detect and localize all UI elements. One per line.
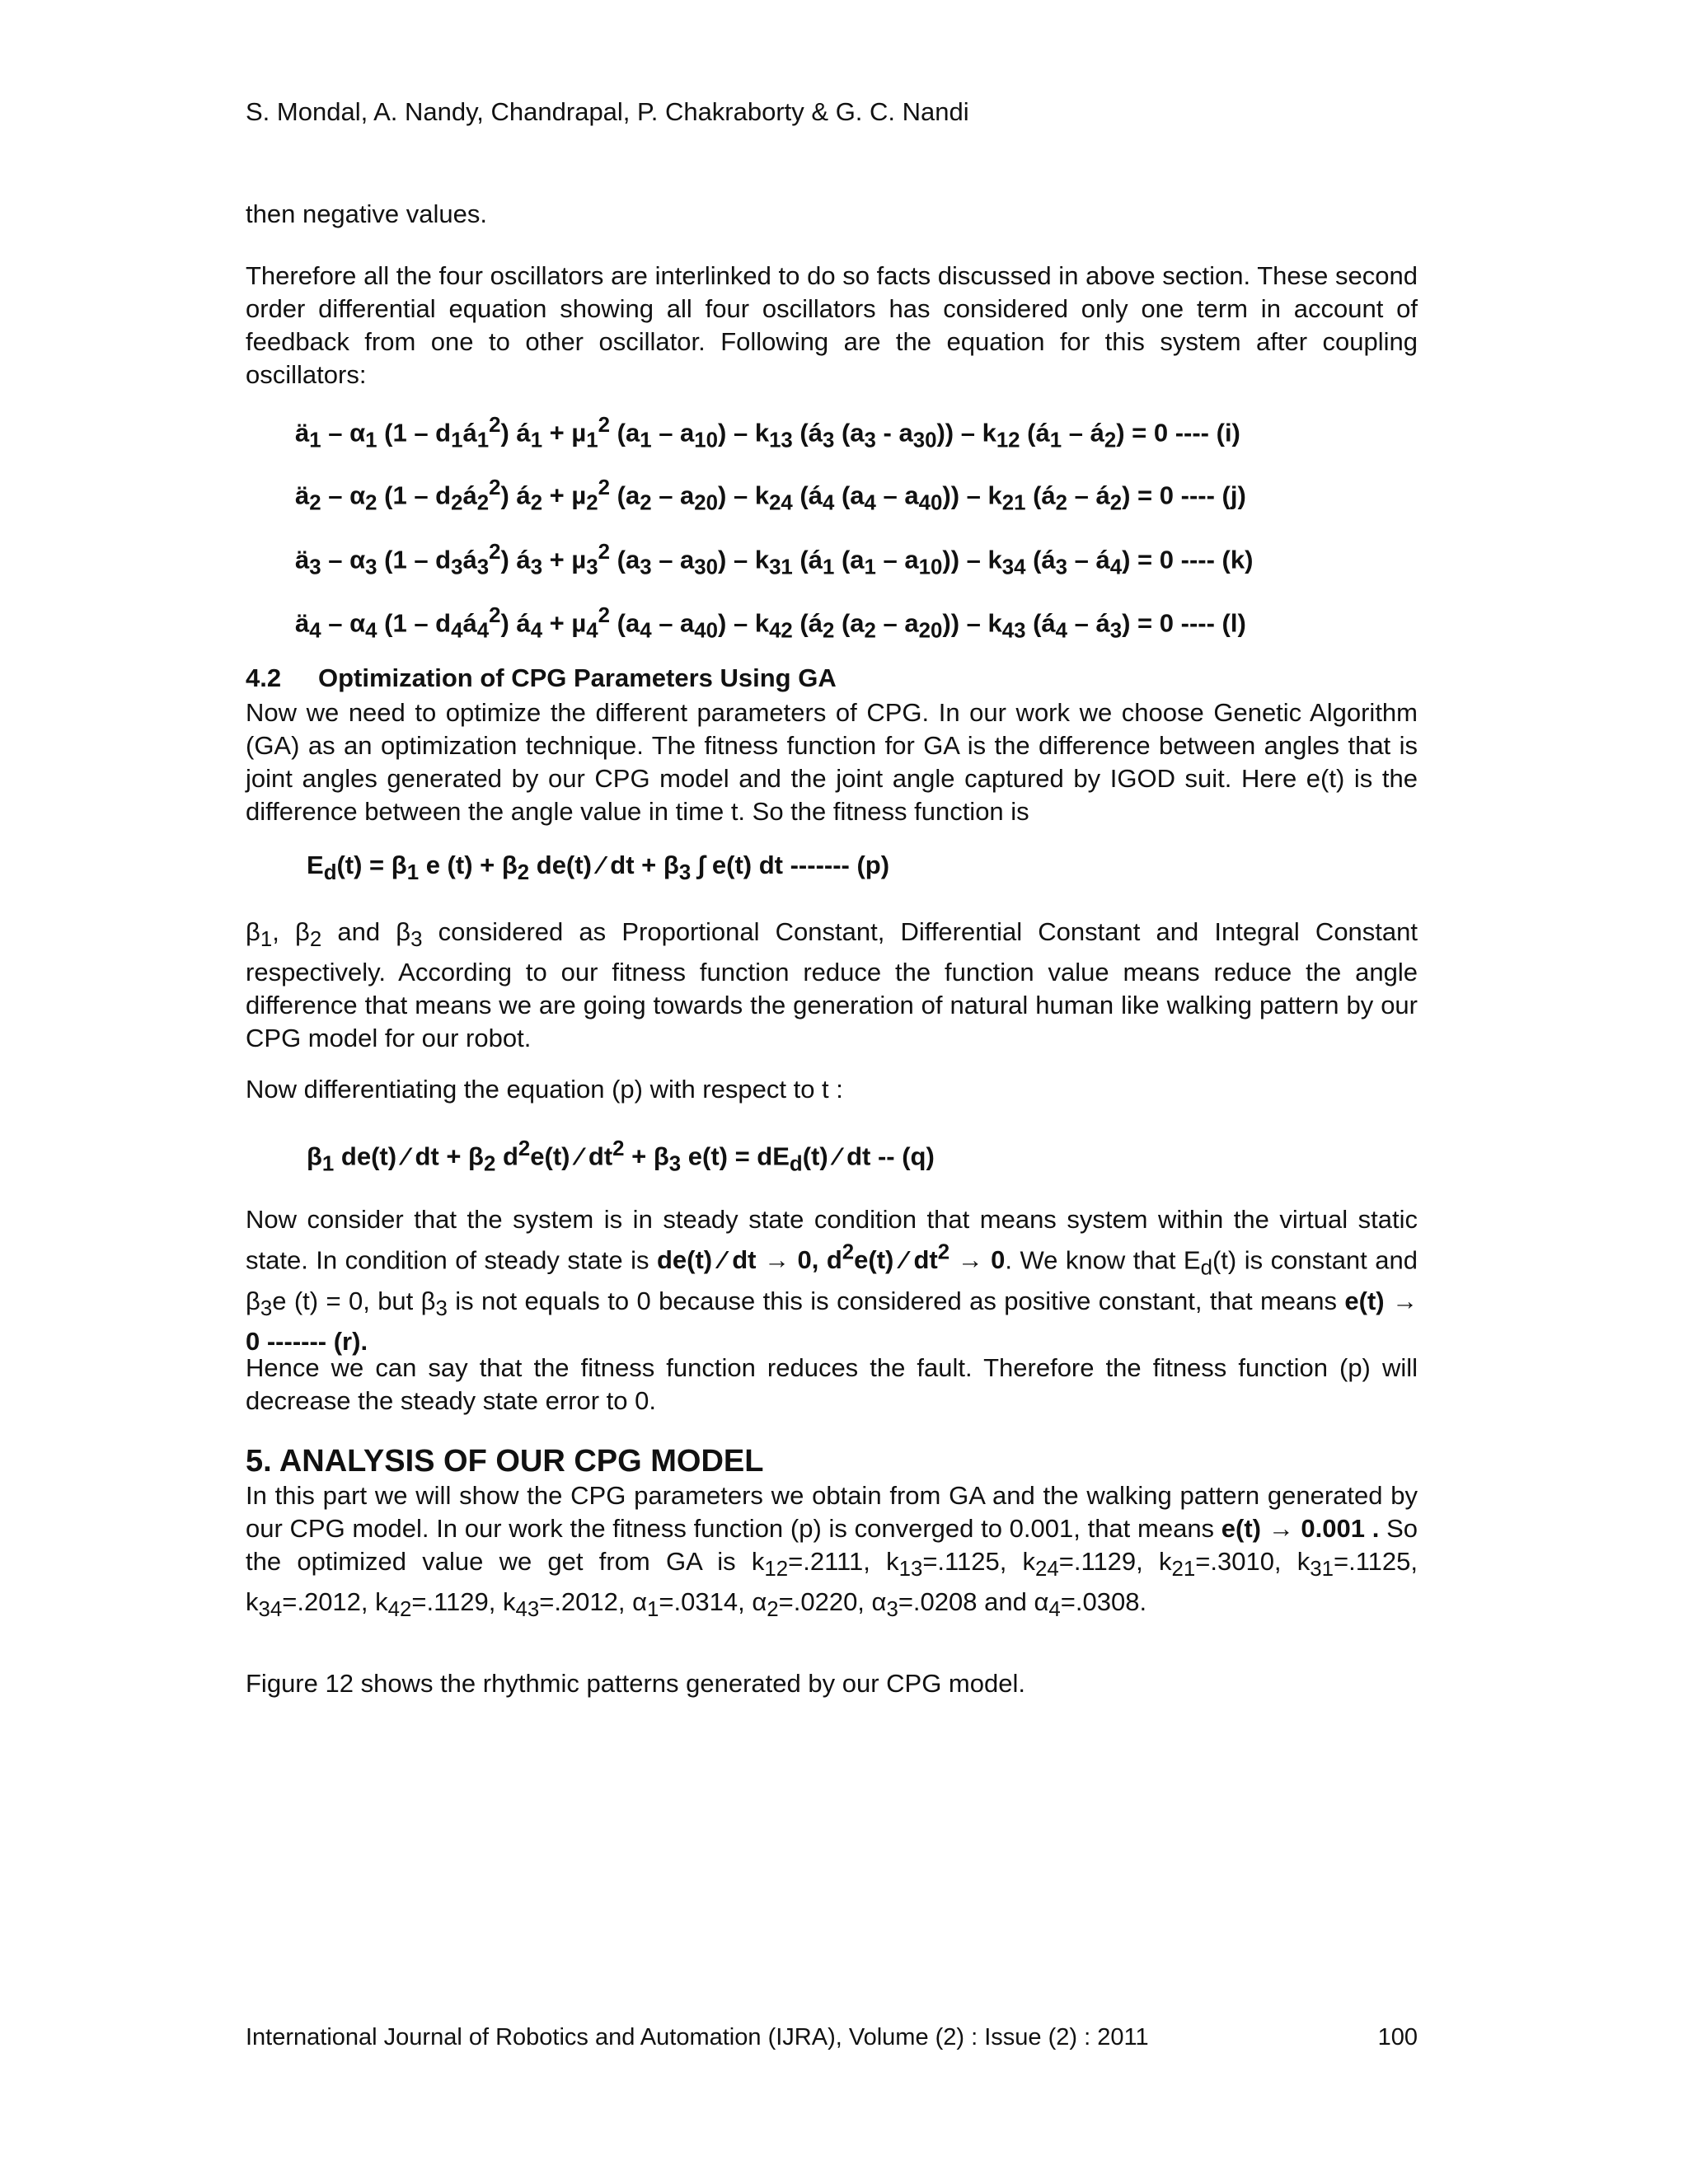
equation-l: $ä_4 - \alpha_4$ $(1 - d_4á_4^2)$ $á_4 + \mu_4^2$ $(a_4 - a_{40}) - k_{42}$ ($á_2$ $(a_2 - a_{20})) - k_{43}$ ($á_4$ – $á_3) = 0$ ---- (l) [295,604,1246,643]
equation-j: $ä_2 - \alpha_2$ $(1 - d_2á_2^2)$ $á_2 + \mu_2^2$ $(a_2 - a_{20}) - k_{24}$ ($á_4$ $(a_4 - a_{40})) - k_{21}$ ($á_2$ – $á_2) = 0$ ---- (j) [295,476,1246,515]
paragraph-analysis: In this part we will show the CPG parameters we obtain from GA and the walking pattern generated by our CPG model. In our work the fitness function (p) is converged to 0.001, that means e(t) → 0.001 . So the optimized value we get from GA is $k_{12}=.2111$, $k_{13}=.1125$, $k_{24}=.1129$, $k_{21}=.3010$, $k_{31}=.1125$, $k_{34}=.2012$, $k_{42}=.1129$, $k_{43}=.2012$, $\alpha_1=.0314$, $\alpha_2=.0220$, $\alpha_3=.0208$ and $\alpha_4=.0308$. [246,1481,1418,1622]
paragraph-conclusion: Hence we can say that the fitness function reduces the fault. Therefore the fitness function (p) will decrease the steady state error to 0. [246,1353,1418,1415]
equation-q: $\beta_1$ de(t) ⁄ dt + $\beta_2$ $d^2e(t)$ ⁄ $dt^2 + \beta_3$ $e(t) = dE_d(t)$ ⁄ dt -- (q) [307,1137,935,1176]
paragraph-constants: $\beta_1$, $\beta_2$ and $\beta_3$ considered as Proportional Constant, Differential Constant and Integral Constant respectively. According to our fitness function reduce the function value means reduce the angle difference that means we are going towards the generation of natural human like walking pattern by our CPG model for our robot. [246,917,1418,1053]
paragraph-continuation: then negative values. [246,199,487,228]
paragraph-oscillators: Therefore all the four oscillators are interlinked to do so facts discussed in above section. These second order differential equation showing all four oscillators has considered only one term in account of feedback from one to other oscillator. Following are the equation for this system after coupling oscillators: [246,261,1418,389]
section-heading-5: 5. ANALYSIS OF OUR CPG MODEL [246,1444,764,1479]
paragraph-steady-state: Now consider that the system is in steady state condition that means system within the virtual static state. In condition of steady state is de(t) ⁄ dt → 0, $d^2e(t)$ ⁄ $dt^2 \to 0$. We know that $E_d(t)$ is constant and $\beta_3e$ (t) = 0, but $\beta_3$ is not equals to 0 because this is considered as positive constant, that means e(t) → 0 ------- (r). [246,1205,1418,1356]
running-header: S. Mondal, A. Nandy, Chandrapal, P. Chakraborty & G. C. Nandi [246,97,969,126]
equation-i: $ä_1 - \alpha_1$ $(1 - d_1á_1^2)$ $á_1 + \mu_1^2$ $(a_1 - a_{10}) - k_{13}$ ($á_3$ $(a_3 - a_{30})) - k_{12}$ ($á_1$ – $á_2) = 0$ ---- (i) [295,414,1240,452]
paragraph-figure-ref: Figure 12 shows the rhythmic patterns generated by our CPG model. [246,1669,1025,1698]
section-heading-4-2: 4.2 Optimization of CPG Parameters Using GA [246,663,837,692]
equation-k: $ä_3 - \alpha_3$ $(1 - d_3á_3^2)$ $á_3 + \mu_3^2$ $(a_3 - a_{30}) - k_{31}$ ($á_1$ $(a_1 - a_{10})) - k_{34}$ ($á_3$ – $á_4) = 0$ ---- (k) [295,541,1254,579]
paragraph-differentiating: Now differentiating the equation (p) with respect to t : [246,1075,843,1104]
journal-footer: International Journal of Robotics and Automation (IJRA), Volume (2) : Issue (2) : 2011 [246,2024,1149,2050]
page-number: 100 [1377,2024,1418,2050]
paragraph-ga: Now we need to optimize the different parameters of CPG. In our work we choose Genetic Algorithm (GA) as an optimization technique. The fitness function for GA is the difference between angles that is joint angles generated by our CPG model and the joint angle captured by IGOD suit. Here e(t) is the difference between the angle value in time t. So the fitness function is [246,698,1418,826]
equation-p: $E_d(t) = \beta_1$ e $(t) + \beta_2$ de(t) ⁄ dt + $\beta_3$ ∫ e(t) dt ------- (p) [307,851,890,885]
